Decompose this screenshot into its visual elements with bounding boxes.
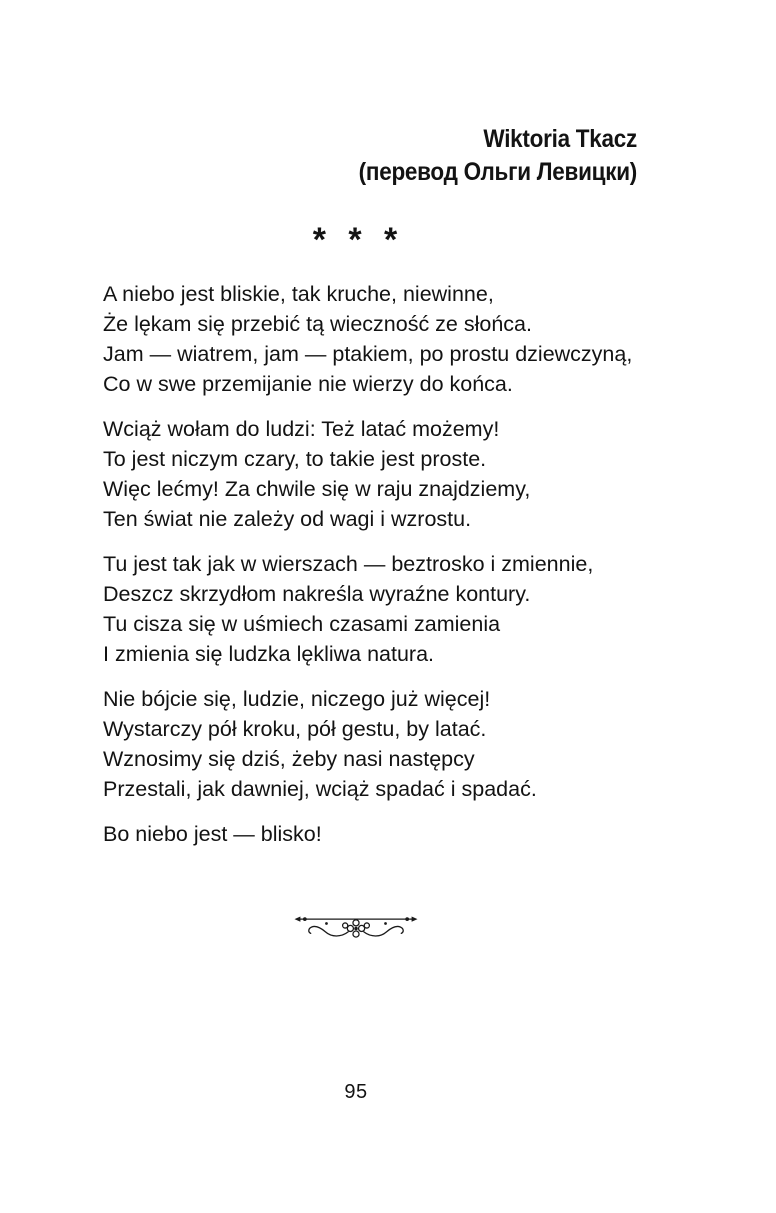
translator-credit: (перевод Ольги Левицки) (358, 158, 637, 186)
poem-line: Więc lećmy! Za chwile się w raju znajdziemy, (103, 477, 531, 501)
page-number: 95 (344, 1081, 368, 1103)
poem-body (75, 279, 637, 849)
poem-line: A niebo jest bliskie, tak kruche, niewinne, (103, 282, 494, 306)
poem-line: I zmienia się ludzka lękliwa natura. (103, 642, 435, 666)
poem-line: Przestali, jak dawniej, wciąż spadać i spadać. (103, 777, 537, 801)
poem-line: Wznosimy się dziś, żeby nasi następcy (103, 747, 475, 771)
poem-attribution (131, 0, 637, 189)
poem-line: To jest niczym czary, to takie jest proste. (103, 447, 487, 471)
poem-line: Nie bójcie się, ludzie, niczego już więcej! (103, 687, 491, 711)
asterisks-divider: * * * (312, 221, 400, 259)
poem-line: Tu jest tak jak w wierszach — beztrosko i zmiennie, (103, 552, 594, 576)
stanza-2 (75, 414, 637, 534)
flourish-divider-icon (75, 912, 637, 940)
poem-line: Jam — wiatrem, jam — ptakiem, po prostu dziewczyną, (103, 342, 633, 366)
author-name: Wiktoria Tkacz (483, 125, 637, 153)
stanza-5-final-line (75, 819, 637, 849)
poem-line: Że lękam się przebić tą wieczność ze słońca. (103, 312, 532, 336)
poem-line: Deszcz skrzydłom nakreśla wyraźne kontury. (103, 582, 531, 606)
poem-line: Wystarczy pół kroku, pół gestu, by latać. (103, 717, 487, 741)
poem-line: Ten świat nie zależy od wagi i wzrostu. (103, 507, 472, 531)
stanza-1 (75, 279, 637, 399)
poem-line: Co w swe przemijanie nie wierzy do końca. (103, 372, 513, 396)
poem-line: Tu cisza się w uśmiech czasami zamienia (103, 612, 501, 636)
poem-line: Wciąż wołam do ludzi: Też latać możemy! (103, 417, 500, 441)
poem-line: Bo niebo jest — blisko! (103, 822, 322, 846)
stanza-3 (75, 549, 637, 669)
stanza-4 (75, 684, 637, 804)
